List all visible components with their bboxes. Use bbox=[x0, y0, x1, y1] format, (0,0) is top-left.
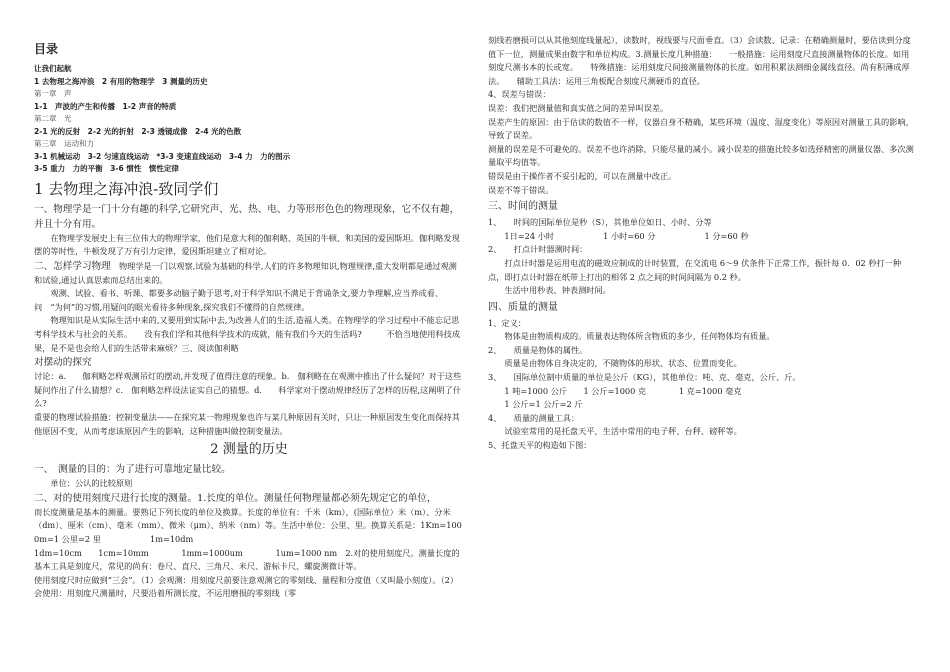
paragraph: 而长度测量是基本的测量。要熟记下列长度的单位及换算。长度的单位有：千米（km），(国际单位）米（m）、分米（dm）、厘米（cm）、毫米（mm）、微米（μm）、纳米（nm）等。生活中单位：公里、里。换算关系是：1Km=1000m=1 公里=2 里 1m=10dm bbox=[34, 506, 462, 544]
paragraph: 误差：我们把测量值和真实值之间的差异叫误差。 bbox=[488, 102, 669, 113]
paragraph: 对摆动的探究 bbox=[34, 357, 92, 369]
paragraph: 3、 国际单位制中质量的单位是公斤（KG），其他单位：吨、克、毫克，公斤、斤。 bbox=[488, 372, 801, 383]
paragraph: 1dm=10cm 1cm=10mm 1mm=1000um 1um=1000 nm 2.对的使用刻度尺。测量长度的基本工具是刻度尺，常见的尚有：卷尺、直尺、三角尺、米尺、游标卡尺、螺旋测微计等。 bbox=[34, 547, 460, 572]
paragraph: 重要的物理试验措施：控制变量法——在探究某一物理现象也许与某几种原因有关时，只让一种原因发生变化而保持其他原因不变，从而考虑该原因产生的影响，这种措施叫做控制变量法。 bbox=[34, 412, 460, 436]
paragraph: 使用刻度尺时应做到“三会”。（1）会观测：用刻度尺前要注意观测它的零刻线、量程和分度值（又叫最小刻度）。（2）会使用：用刻度尺测量时，尺要沿着所测长度，不运用磨损的零刻线（零 bbox=[34, 574, 459, 599]
right-column bbox=[488, 34, 916, 453]
paragraph: 测量的误差是不可避免的。误差不也许消除，只能尽量的减小。减小误差的措施比较多如选择精密的测量仪器、多次测量取平均值等。 bbox=[488, 143, 914, 168]
toc-title: 目录 bbox=[34, 42, 59, 56]
toc-line: 3-1 机械运动 3-2 匀速直线运动 *3-3 变速直线运动 3-4 力 力的图示 bbox=[34, 151, 291, 161]
toc-line: 3-5 重力 力的平衡 3-6 惯性 惯性定律 bbox=[34, 164, 179, 173]
paragraph: 1、定义： bbox=[488, 317, 526, 328]
paragraph: 4、 质量的测量工具： bbox=[488, 412, 580, 423]
paragraph bbox=[34, 259, 464, 288]
paragraph: 在物理学发展史上有三位伟大的物理学家，他们是意大利的伽利略、英国的牛顿、和美国的爱因斯坦。伽利略发现摆的等时性，牛顿发现了万有引力定律，爱因斯坦建立了相对论。 bbox=[34, 232, 460, 257]
paragraph-text: 物理学是一门以观察,试验为基础的科学,人们的许多物理知识,物理规律,重大发明都是通过观测和试验,通过认真思索而总结出来的。 bbox=[34, 260, 457, 285]
paragraph: 物体是由物质构成的。质量表达物体所含物质的多少，任何物体均有质量。 bbox=[504, 331, 775, 342]
section-heading: 三、时间的测量 bbox=[488, 201, 558, 213]
section-heading: 2 测量的历史 bbox=[210, 442, 288, 458]
paragraph: 生活中用秒表、钟表测时间。 bbox=[504, 285, 611, 296]
paragraph: 1、 时间的国际单位是秒（S），其他单位如日、小时、分等 bbox=[488, 217, 712, 228]
paragraph: 打点计时器是运用电流的磁效应制成的计时装置，在交流电 6～9 伏条件下正常工作，振针每 0．02 秒打一种点，即打点计时器在纸带上打出的相邻 2 点之间的时间间隔为 0.2 秒。 bbox=[488, 257, 902, 282]
toc-chapter: 第三章 运动和力 bbox=[34, 139, 94, 148]
paragraph: 2、 打点计时器测时间： bbox=[488, 244, 588, 255]
paragraph: 一、 测量的目的：为了进行可靠地定量比较。 bbox=[34, 464, 231, 476]
paragraph: 1 公斤=1 公斤=2 斤 bbox=[504, 399, 583, 410]
paragraph: 物理知识是从实际生活中来的,又要用到实际中去,为改善人们的生活,造福人类。在物理学的学习过程中不能忘记思考科学技术与社会的关系。 没有我们学和其他科学技术的成就，能有我们今天的生活吗? 不恰当地使用科技成果，是不是也会给人们的生活带来麻烦？三、阅读伽利略 bbox=[34, 315, 461, 353]
paragraph: 一、物理学是一门十分有趣的科学,它研究声、光、热、电、力等形形色色的物理现象，它不仅有趣，并且十分有用。 bbox=[34, 203, 460, 230]
paragraph: 讨论：a. 伽利略怎样观测吊灯的摆动,并发现了值得注意的现象。b. 伽利略在在观测中推出了什么疑问？对于这些疑问作出了什么猜想？c. 伽利略怎样设法证实自己的猜想。d. 科学家对于摆动规律经历了怎样的历程,这阐明了什么? bbox=[34, 371, 462, 409]
toc-chapter: 第一章 声 bbox=[34, 89, 72, 98]
toc-chapter: 第二章 光 bbox=[34, 114, 72, 123]
section-heading: 四、质量的测量 bbox=[488, 301, 558, 313]
left-column bbox=[34, 34, 464, 601]
section-heading: 1 去物理之海冲浪-致同学们 bbox=[34, 179, 219, 198]
paragraph: 1 吨=1000 公斤 1 公斤=1000 克 1 克=1000 毫克 bbox=[504, 385, 742, 396]
paragraph: 2、 质量是物体的属性。 bbox=[488, 344, 588, 355]
paragraph: 质量是由物体自身决定的，不随物体的形状、状态、位置而变化。 bbox=[504, 358, 742, 369]
paragraph: 观测、试验、看书、听课、都要多动脑子勤于思考,对于科学知识不满足于背诵条文,要力争理解,应当养成看、问 “为何”的习惯,用疑问的眼光看待多种现象,探究我们不懂得的自然规律。 bbox=[34, 288, 444, 312]
toc-line: 让我们起航 bbox=[34, 64, 72, 73]
paragraph: 5、托盘天平的构造如下图： bbox=[488, 440, 592, 451]
paragraph: 误差不等于错误。 bbox=[488, 184, 554, 195]
subheading: 二、怎样学习物理 bbox=[34, 260, 111, 272]
paragraph: 错误是由于操作者不妥引起的，可以在测量中改正。 bbox=[488, 170, 677, 181]
paragraph: 1日=24 小时 1 小时=60 分 1 分=60 秒 bbox=[504, 230, 749, 241]
paragraph: 二、对的使用刻度尺进行长度的测量。1.长度的单位。测量任何物理量都必须先规定它的单位， bbox=[34, 492, 437, 504]
toc-line: 1 去物理之海冲浪 2 有用的物理学 3 测量的历史 bbox=[34, 76, 208, 86]
toc-line: 2-1 光的反射 2-2 光的折射 2-3 透镜成像 2-4 光的色散 bbox=[34, 126, 242, 136]
paragraph: 刻线若磨损可以从其他刻度线量起），读数时，视线要与尺面垂直。（3）会读数、记录：在精确测量时，要估读到分度值下一位，测量成果由数字和单位构成。3.测量长度几种措施： 一般措施：运用刻度尺直接测量物体的长度。如用刻度尺测书本的长或宽。 特殊措施：运用刻度尺间接测量物体的长度。如用积累法测细金属线直径。尚有积薄成厚法。 辅助工具法：运用三角板配合刻度尺测硬币的直径。 bbox=[488, 35, 911, 86]
paragraph: 误差产生的原因：由于估读的数值不一样，仪器自身不精确，某些环境（温度、湿度变化）等原因对测量工具的影响，导致了误差。 bbox=[488, 116, 914, 141]
paragraph: 4、误差与错误： bbox=[488, 89, 551, 100]
toc-line: 1-1 声波的产生和传播 1-2 声音的特质 bbox=[34, 101, 177, 111]
paragraph: 单位：公认的比较原则 bbox=[50, 478, 133, 489]
paragraph: 试验室常用的是托盘天平，生活中常用的电子秤、台秤、磅秤等。 bbox=[504, 426, 742, 437]
